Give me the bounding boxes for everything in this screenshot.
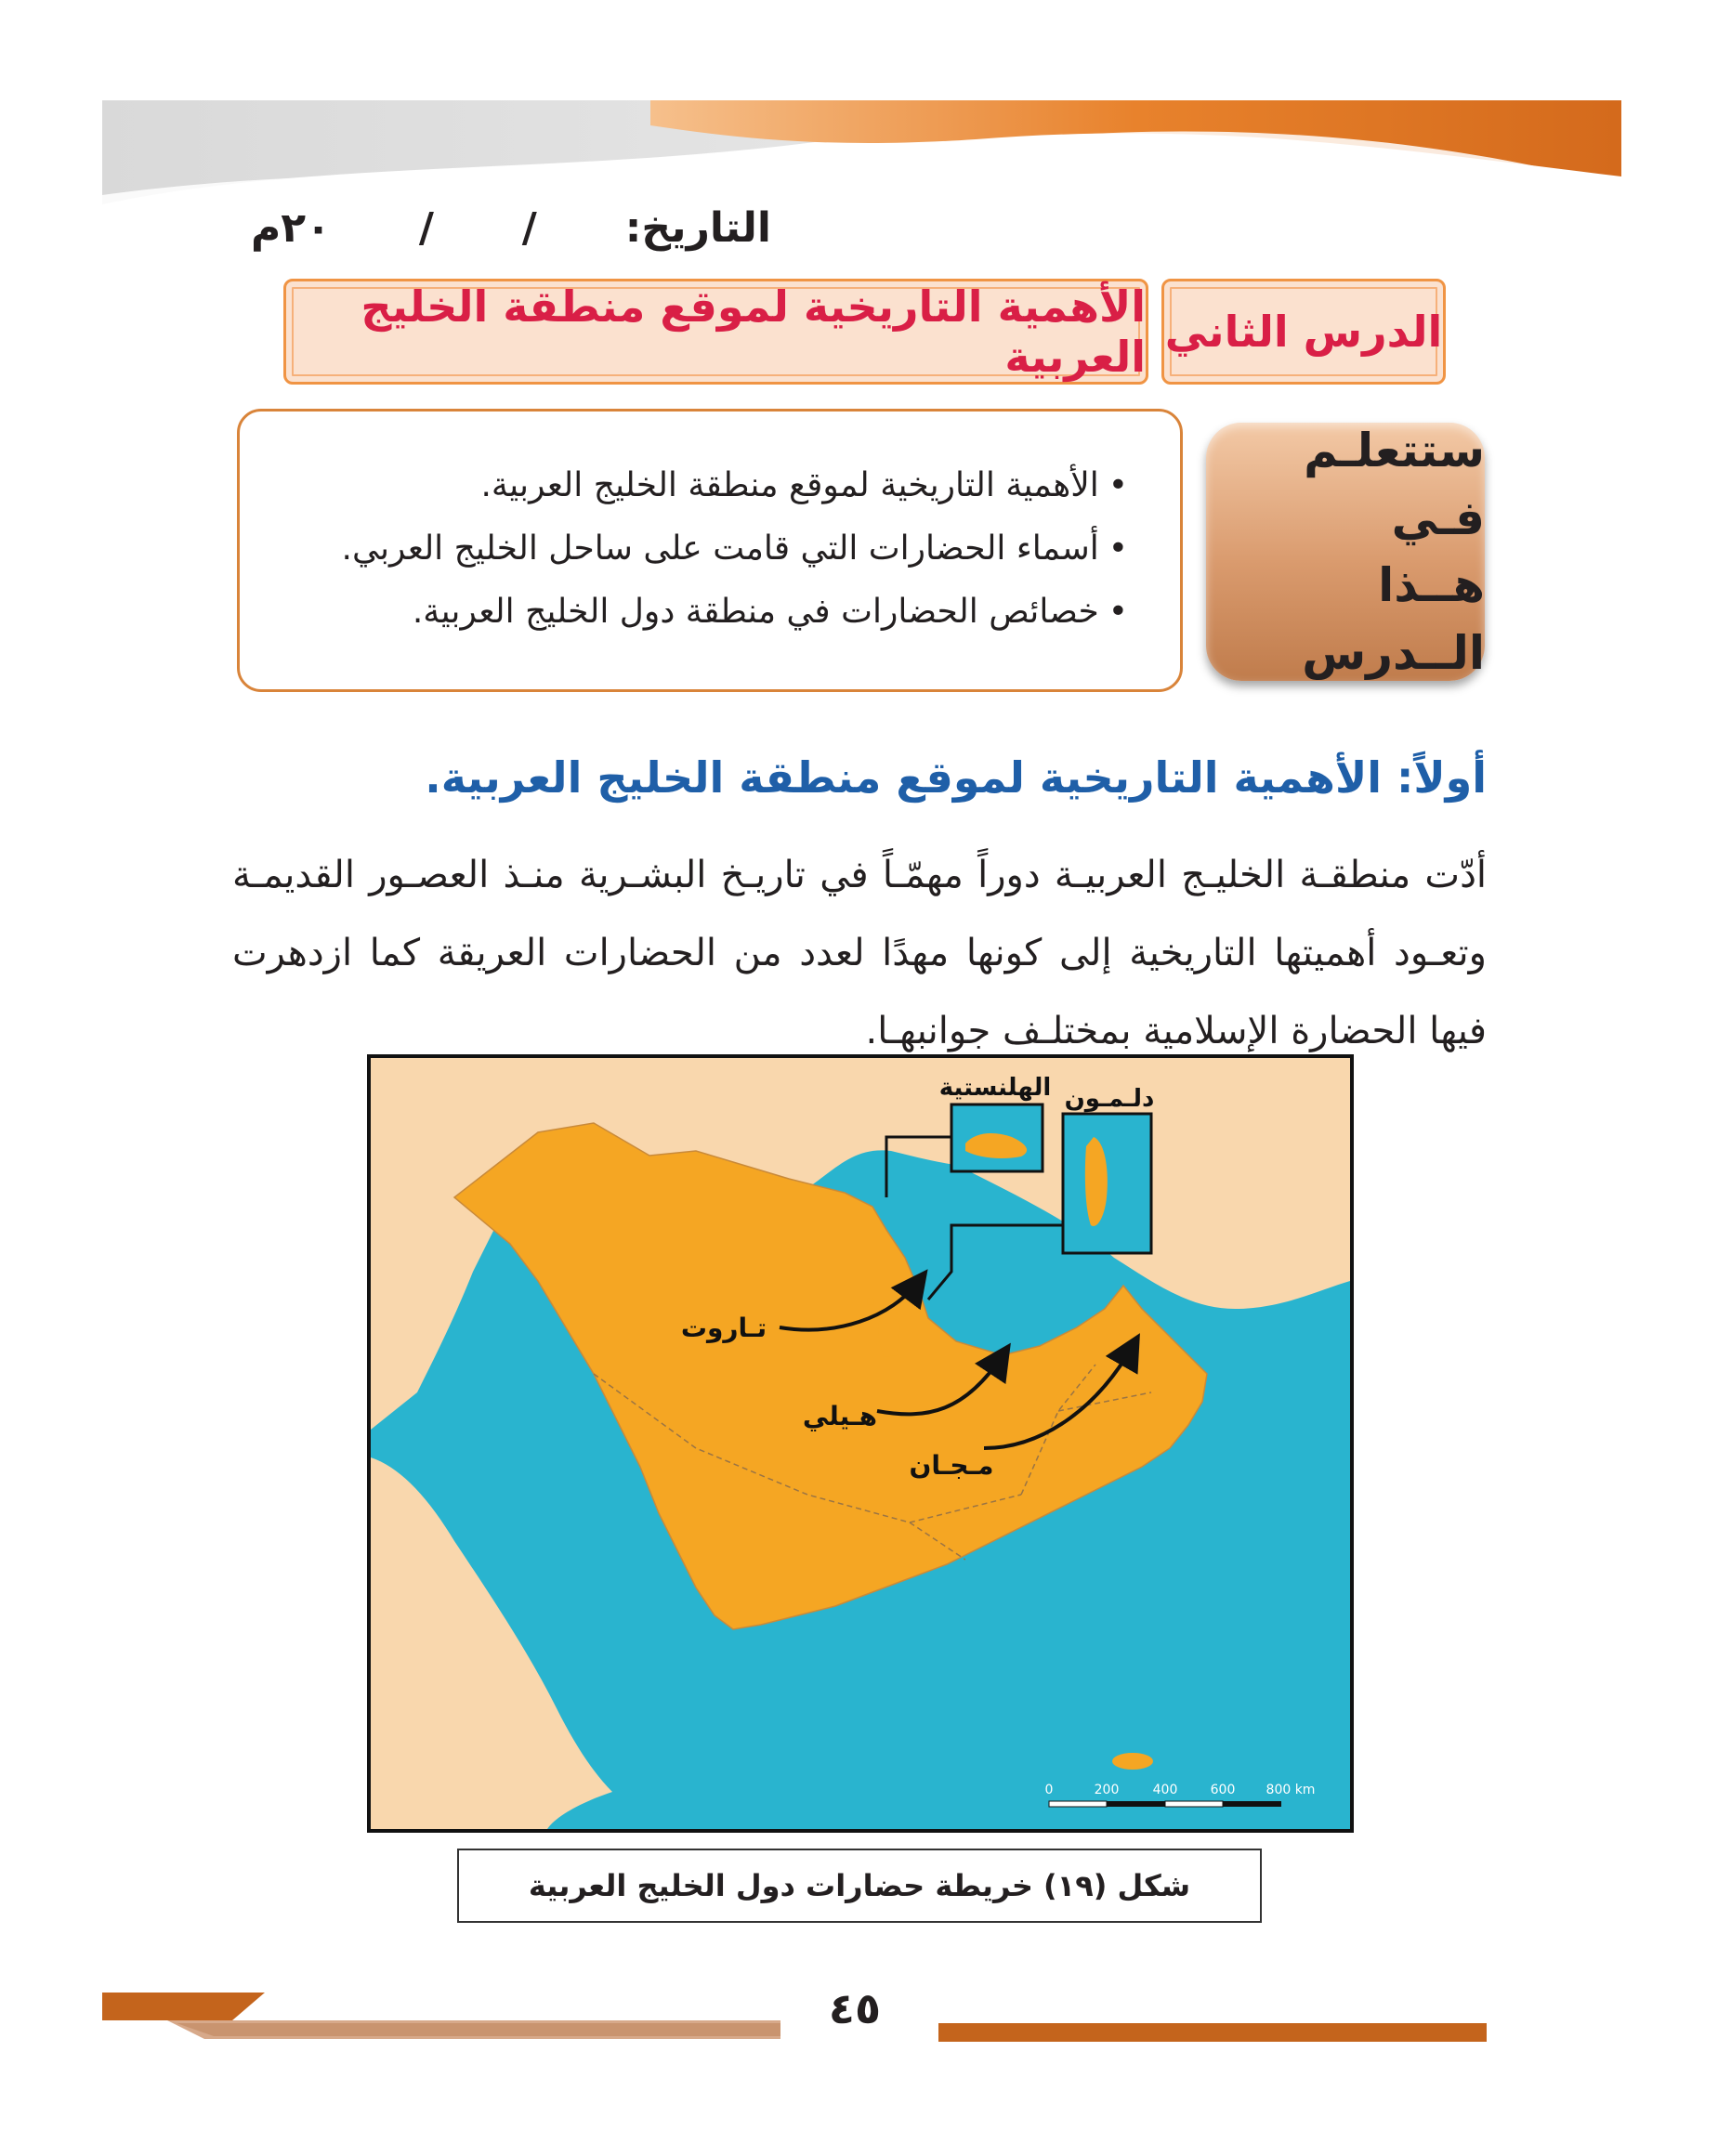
date-year: ٢٠م <box>251 203 331 252</box>
objective-item: • الأهمية التاريخية لموقع منطقة الخليج العربية. <box>268 454 1128 517</box>
section-heading: أولاً: الأهمية التاريخية لموقع منطقة الخليج العربية. <box>425 752 1487 803</box>
scale-label: 800 km <box>1266 1783 1316 1797</box>
gulf-civilizations-map <box>367 1054 1354 1833</box>
learn-tile-line: هــذا الــدرس <box>1302 558 1485 680</box>
scale-label: 400 <box>1152 1783 1178 1797</box>
map-label-hellenistic: الهلنستية <box>938 1074 1052 1102</box>
objective-item: • خصائص الحضارات في منطقة دول الخليج العربية. <box>268 581 1128 644</box>
date-line <box>251 195 771 260</box>
page-number: ٤٥ <box>828 1983 882 2033</box>
map-socotra <box>1112 1753 1153 1770</box>
lesson-title-banner <box>283 279 1148 385</box>
scale-label: 200 <box>1094 1783 1120 1797</box>
date-separator: / <box>418 203 434 252</box>
figure-caption: شكل (١٩) خريطة حضارات دول الخليج العربية <box>457 1849 1262 1923</box>
learn-tile-line: ستتعلـم فـي <box>1304 424 1485 545</box>
learn-tile <box>1206 423 1485 681</box>
map-label-majan: مـجـان <box>909 1450 994 1481</box>
learning-objectives-box <box>237 409 1183 692</box>
body-paragraph: أدّت منطقـة الخليـج العربيـة دوراً مهمّـاً في تاريـخ البشـرية منـذ العصـور القديمـة وتعـود أهميتها التاريخية إلى كونها مهدًا لعدد من الحضارات العريقة كما ازدهرت فيها الحضارة الإسلامية بمختلـف جوانبهـا. <box>232 854 1487 1052</box>
lesson-number-label: الدرس الثاني <box>1164 307 1443 357</box>
lesson-title: الأهمية التاريخية لموقع منطقة الخليج العربية <box>361 281 1146 382</box>
date-separator: / <box>521 203 537 252</box>
scale-label: 600 <box>1210 1783 1236 1797</box>
date-label: التاريخ: <box>624 203 771 252</box>
map-label-hili: هـيلي <box>802 1401 878 1431</box>
scale-label: 0 <box>1044 1783 1054 1797</box>
objective-item: • أسماء الحضارات التي قامت على ساحل الخليج العربي. <box>268 517 1128 581</box>
map-bahrain <box>867 1298 874 1305</box>
map-label-tarout: تـاروت <box>680 1313 767 1343</box>
map-label-dilmun: دلـمـون <box>1064 1085 1155 1113</box>
lesson-number-banner <box>1161 279 1446 385</box>
objectives-list <box>268 454 1128 644</box>
